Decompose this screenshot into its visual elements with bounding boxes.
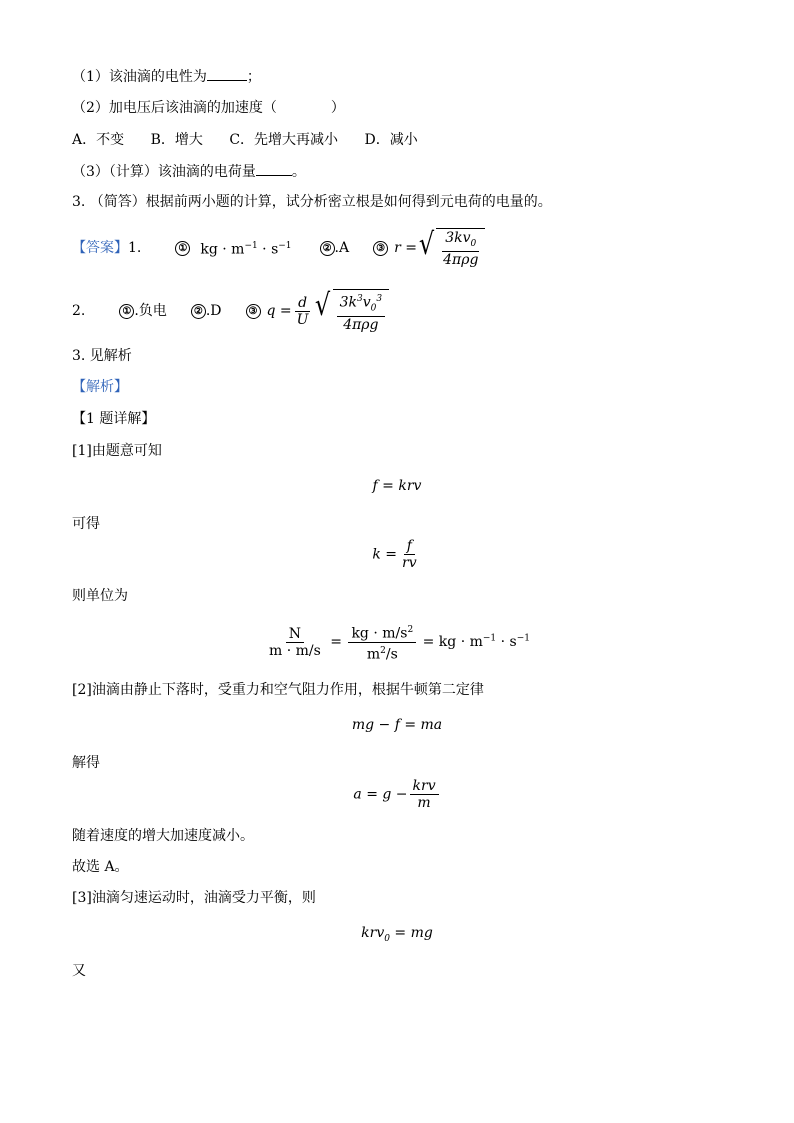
answer-line-2 xyxy=(72,288,389,334)
answer-1c-lhs: r = xyxy=(394,240,417,256)
step-4-text: [2]油滴由静止下落时，受重力和空气阻力作用，根据牛顿第二定律 xyxy=(72,682,484,698)
question-part-2-text: （2）加电压后该油滴的加速度（ xyxy=(72,100,277,116)
answer-2c-sqrt: √ $\frac{3k^3v_0^3}{\text{4πρg}}$ xyxy=(313,289,389,333)
step-1-text: [1]由题意可知 xyxy=(72,443,162,459)
question-part-3 xyxy=(72,161,306,182)
option-b: B．增大 xyxy=(150,132,203,148)
answer-1a-unit: kg · $m^{-1} \cdot s^{-1}$ xyxy=(200,241,292,258)
detail-heading-1: 【1 题详解】 xyxy=(72,411,156,427)
question-part-1-text: （1）该油滴的电性为 xyxy=(72,69,207,85)
step-5-text: 解得 xyxy=(72,755,100,771)
answer-2c-lhs: q = xyxy=(266,303,292,319)
equation-6: krv$_0$ = mg xyxy=(361,925,433,944)
step-8-text: [3]油滴匀速运动时，油滴受力平衡，则 xyxy=(72,890,316,906)
answer-2a: .负电 xyxy=(134,303,167,319)
answer-blank-3 xyxy=(256,161,292,176)
question-part-2-end: ） xyxy=(330,100,345,116)
equation-5: a = g − $\frac{\text{krv}}{m}$ xyxy=(0,778,794,811)
answer-line-3: 3. 见解析 xyxy=(72,348,132,364)
answer-blank-1 xyxy=(207,66,247,81)
equation-3: $\frac{N}{m \cdot m/s}$ = $\frac{kg \cdot m/s^2}{m^2/s}$ = kg · $m^{-1} \cdot s^{-1}$ xyxy=(0,622,794,662)
answer-1c-sqrt: √ $\frac{3kv_0}{\text{4πρg}}$ xyxy=(417,228,485,269)
circled-three: ③ xyxy=(373,241,388,256)
circled-two: ② xyxy=(320,241,335,256)
step-9-text: 又 xyxy=(72,963,86,979)
answer-tag: 【答案】 xyxy=(72,240,128,256)
question-3: 3. （简答）根据前两小题的计算，试分析密立根是如何得到元电荷的电量的。 xyxy=(72,194,552,210)
step-3-text: 则单位为 xyxy=(72,588,128,604)
circled-one: ① xyxy=(119,304,134,319)
answer-2c-frac: $\frac{d}{U}$ xyxy=(296,294,309,328)
answer-1-number: 1. xyxy=(128,240,142,256)
option-a: A．不变 xyxy=(72,132,125,148)
answer-line-1 xyxy=(72,226,485,270)
question-part-1-end: ； xyxy=(246,69,261,85)
options-row xyxy=(72,130,440,150)
answer-2b: .D xyxy=(205,303,222,319)
step-2-text: 可得 xyxy=(72,516,100,532)
circled-one: ① xyxy=(175,241,190,256)
option-c: C．先增大再减小 xyxy=(229,132,339,148)
equation-1: f = krv xyxy=(372,478,422,494)
step-6-text: 随着速度的增大加速度减小。 xyxy=(72,828,254,844)
analysis-tag: 【解析】 xyxy=(72,379,128,395)
equation-2: k = $\frac{f}{rv}$ xyxy=(372,538,417,571)
question-part-3-end: 。 xyxy=(291,164,306,180)
question-part-3-text: （3）（计算）该油滴的电荷量 xyxy=(72,164,256,180)
step-7-text: 故选 A。 xyxy=(72,859,129,875)
question-part-1 xyxy=(72,66,261,87)
answer-1b: .A xyxy=(334,240,350,256)
question-part-2 xyxy=(72,98,345,118)
equation-4: mg − f = ma xyxy=(351,717,443,733)
circled-two: ② xyxy=(191,304,206,319)
option-d: D．减小 xyxy=(364,132,418,148)
answer-2-number: 2. xyxy=(72,303,86,319)
circled-three: ③ xyxy=(246,304,261,319)
